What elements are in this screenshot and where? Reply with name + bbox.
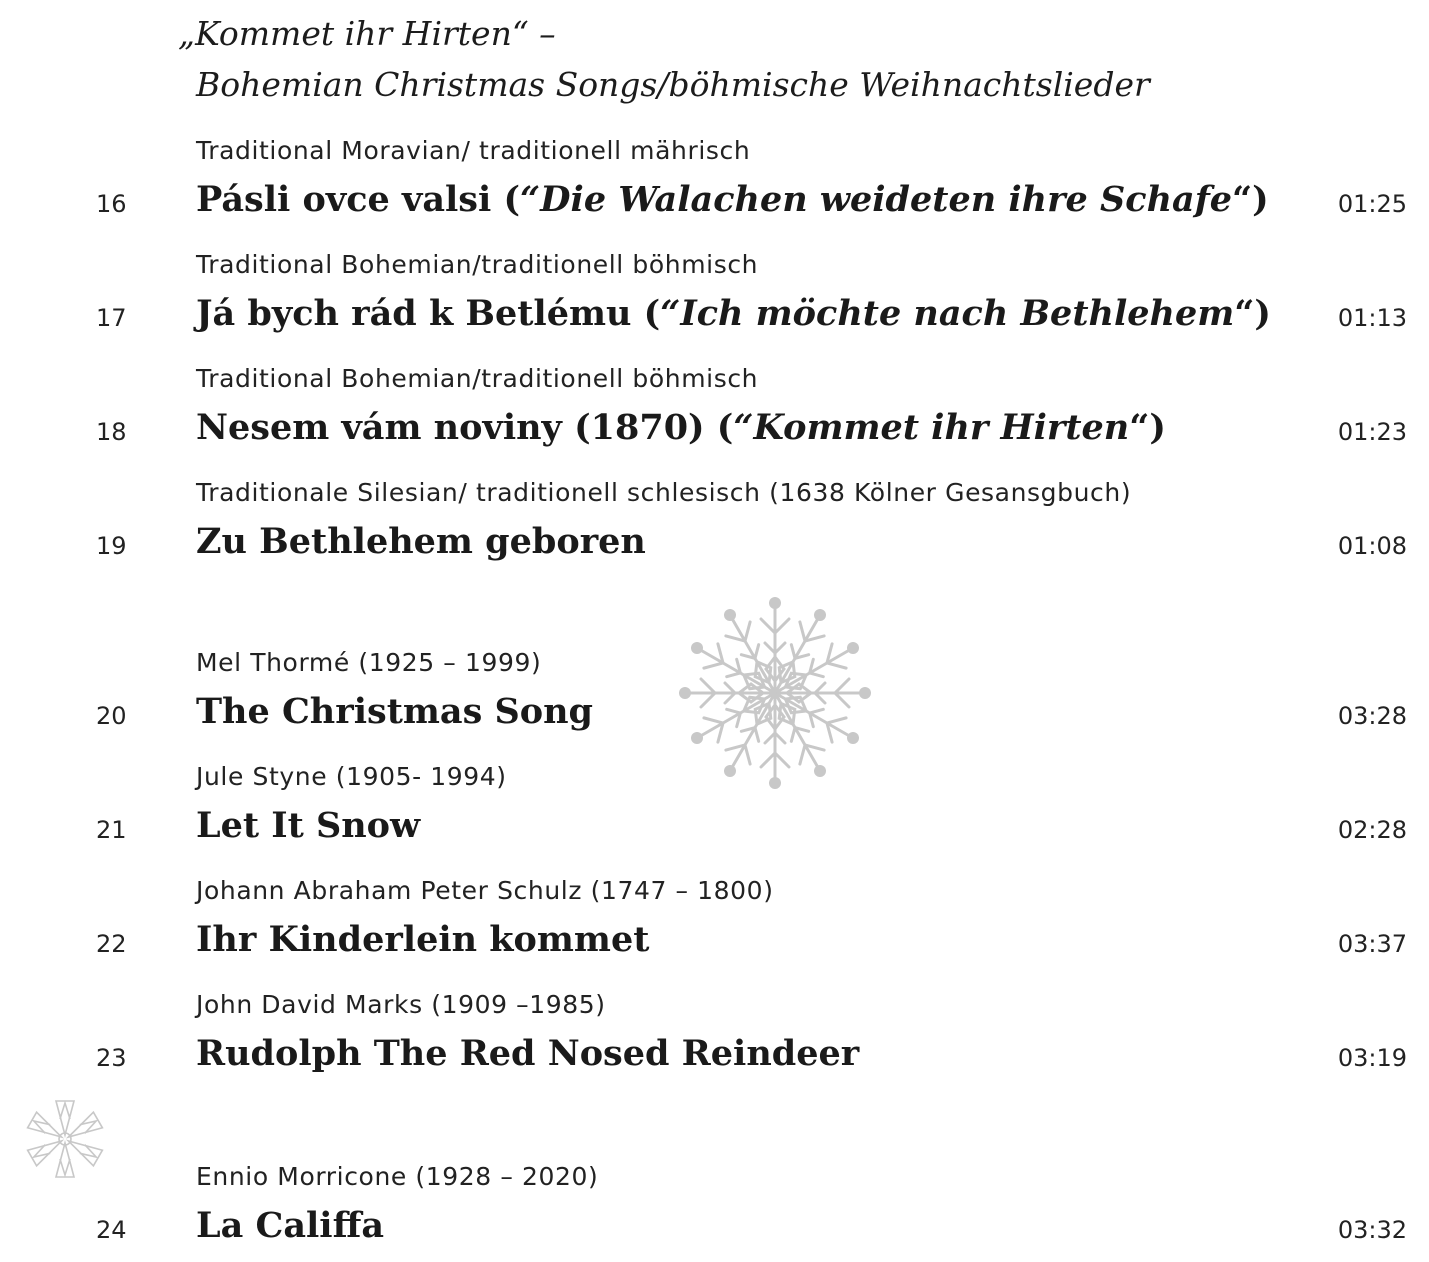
track-duration: 03:37	[1337, 930, 1407, 958]
track-title: Nesem vám noviny (1870) (“Kommet ihr Hirten“)	[196, 407, 1166, 448]
track-composer: Mel Thormé (1925 – 1999)	[196, 648, 542, 677]
track-title: Zu Bethlehem geboren	[196, 521, 646, 562]
header-title: „Kommet ihr Hirten“ –	[178, 14, 556, 53]
track-number: 20	[96, 702, 127, 730]
track-composer: Traditional Moravian/ traditionell mährisch	[196, 136, 751, 165]
track-duration: 01:08	[1337, 532, 1407, 560]
track-composer: Traditional Bohemian/traditionell böhmisch	[196, 364, 759, 393]
track-number: 22	[96, 930, 127, 958]
header-subtitle: Bohemian Christmas Songs/böhmische Weihnachtslieder	[196, 65, 1150, 104]
track-title: The Christmas Song	[196, 691, 593, 732]
track-composer: John David Marks (1909 –1985)	[196, 990, 606, 1019]
track-number: 16	[96, 190, 127, 218]
track-number: 18	[96, 418, 127, 446]
track-composer: Traditional Bohemian/traditionell böhmisch	[196, 250, 759, 279]
snowflake-icon	[672, 594, 878, 792]
album-section-header	[178, 8, 1150, 110]
track-title: Let It Snow	[196, 805, 421, 846]
track-duration: 01:23	[1337, 418, 1407, 446]
track-duration: 02:28	[1337, 816, 1407, 844]
track-number: 19	[96, 532, 127, 560]
track-composer: Traditionale Silesian/ traditionell schlesisch (1638 Kölner Gesansgbuch)	[196, 478, 1132, 507]
track-number: 17	[96, 304, 127, 332]
track-title: Já bych rád k Betlému (“Ich möchte nach Bethlehem“)	[196, 293, 1271, 334]
track-duration: 01:25	[1337, 190, 1407, 218]
track-number: 24	[96, 1216, 127, 1244]
track-composer: Ennio Morricone (1928 – 2020)	[196, 1162, 599, 1191]
track-composer: Jule Styne (1905- 1994)	[196, 762, 507, 791]
track-number: 23	[96, 1044, 127, 1072]
track-duration: 03:19	[1337, 1044, 1407, 1072]
track-duration: 03:28	[1337, 702, 1407, 730]
track-number: 21	[96, 816, 127, 844]
track-title: Ihr Kinderlein kommet	[196, 919, 650, 960]
track-title: Pásli ovce valsi (“Die Walachen weideten ihre Schafe“)	[196, 179, 1269, 220]
track-duration: 01:13	[1337, 304, 1407, 332]
track-title: La Califfa	[196, 1205, 385, 1246]
track-duration: 03:32	[1337, 1216, 1407, 1244]
track-title: Rudolph The Red Nosed Reindeer	[196, 1033, 860, 1074]
small-snowflake-icon	[18, 1096, 112, 1182]
track-composer: Johann Abraham Peter Schulz (1747 – 1800)	[196, 876, 774, 905]
